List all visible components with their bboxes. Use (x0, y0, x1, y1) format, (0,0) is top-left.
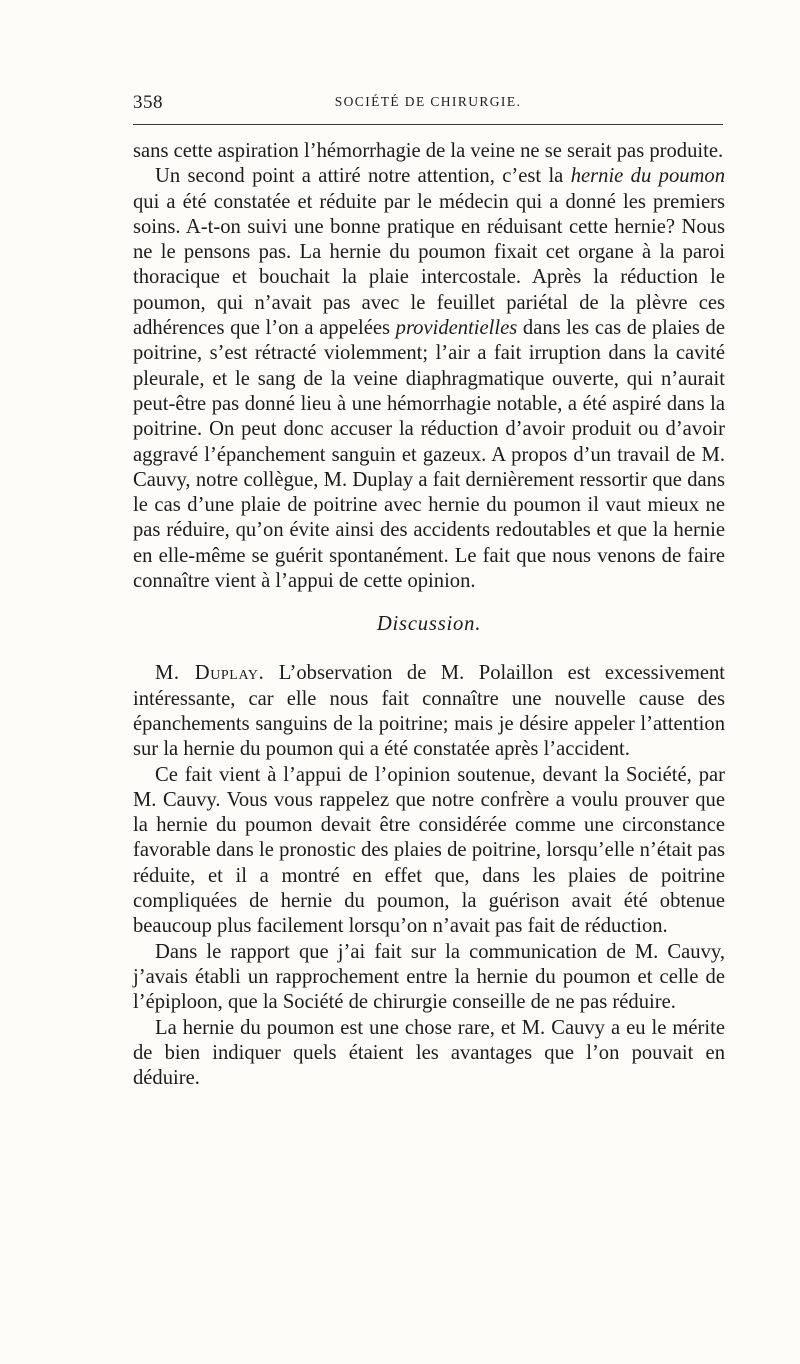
page-number: 358 (133, 92, 163, 113)
italic-term-providentielles: providentielles (395, 317, 518, 340)
running-title: SOCIÉTÉ DE CHIRURGIE. (334, 94, 522, 109)
running-head (133, 88, 723, 118)
speaker-name: M. Duplay. (155, 662, 265, 685)
section-heading-discussion: Discussion. (376, 613, 482, 636)
paragraph-cauvy-opinion: Ce fait vient à l’appui de l’opinion soutenue, devant la Société, par M. Cauvy. Vous vous rappelez que notre confrère a voulu prouver que la hernie du poumon devait être considérée comme une circonstance favorable dans le pronostic des plaies de poitrine, lorsqu’elle n’était pas réduite, et il a montré en effet que, dans les plaies de poitrine compliquées de hernie du poumon, la guérison avait été obtenue beaucoup plus facilement lorsqu’on n’avait pas fait de réduction. (133, 763, 725, 938)
paragraph-hernia-reduction (133, 164, 725, 594)
text-run: L’observation de M. Polaillon est excessivement intéressante, car elle nous fait connaître une nouvelle cause des épanchements sanguins de la poitrine; mais je désire appeler l’attention sur la hernie du poumon qui a été constatée après l’accident. (133, 662, 726, 761)
header-rule (133, 124, 723, 125)
text-run: dans les cas de plaies de poitrine, s’est rétracté violemment; l’air a fait irruption dans la cavité pleurale, et le sang de la veine diaphragmatique ouverte, qui n’aurait peut-être pas donné lieu à une hémorrhagie notable, a été aspiré dans la poitrine. On peut donc accuser la réduction d’avoir produit ou d’avoir aggravé l’épanchement sanguin et gazeux. A propos d’un travail de M. Cauvy, notre collègue, M. Duplay a fait dernièrement ressortir que dans le cas d’une plaie de poitrine avec hernie du poumon il vaut mieux ne pas réduire, qu’on évite ainsi des accidents redoutables et que la hernie en elle-même se guérit spontanément. Le fait que nous venons de faire connaître vient à l’appui de cette opinion. (133, 317, 725, 593)
italic-term-hernie-du-poumon: hernie du poumon (570, 165, 725, 188)
text-run: Un second point a attiré notre attention, c’est la (155, 165, 571, 188)
paragraph-continuation: sans cette aspiration l’hémorrhagie de la veine ne se serait pas produite. (133, 140, 724, 162)
paragraph-conclusion: La hernie du poumon est une chose rare, et M. Cauvy a eu le mérite de bien indiquer quels étaient les avantages que l’on pouvait en déduire. (133, 1016, 725, 1090)
paragraph-duplay (133, 661, 725, 762)
paragraph-rapport: Dans le rapport que j’ai fait sur la communication de M. Cauvy, j’avais établi un rapprochement entre la hernie du poumon et celle de l’épiploon, que la Société de chirurgie conseille de ne pas réduire. (133, 940, 725, 1014)
text-body (133, 139, 725, 1091)
text-run: qui a été constatée et réduite par le médecin qui a donné les premiers soins. A-t-on suivi une bonne pratique en réduisant cette hernie? Nous ne le pensons pas. La hernie du poumon fixait cet organe à la paroi thoracique et bouchait la plaie intercostale. Après la réduction le poumon, qui n’avait pas avec le feuillet pariétal de la plèvre ces adhérences que l’on a appelées (133, 190, 725, 340)
